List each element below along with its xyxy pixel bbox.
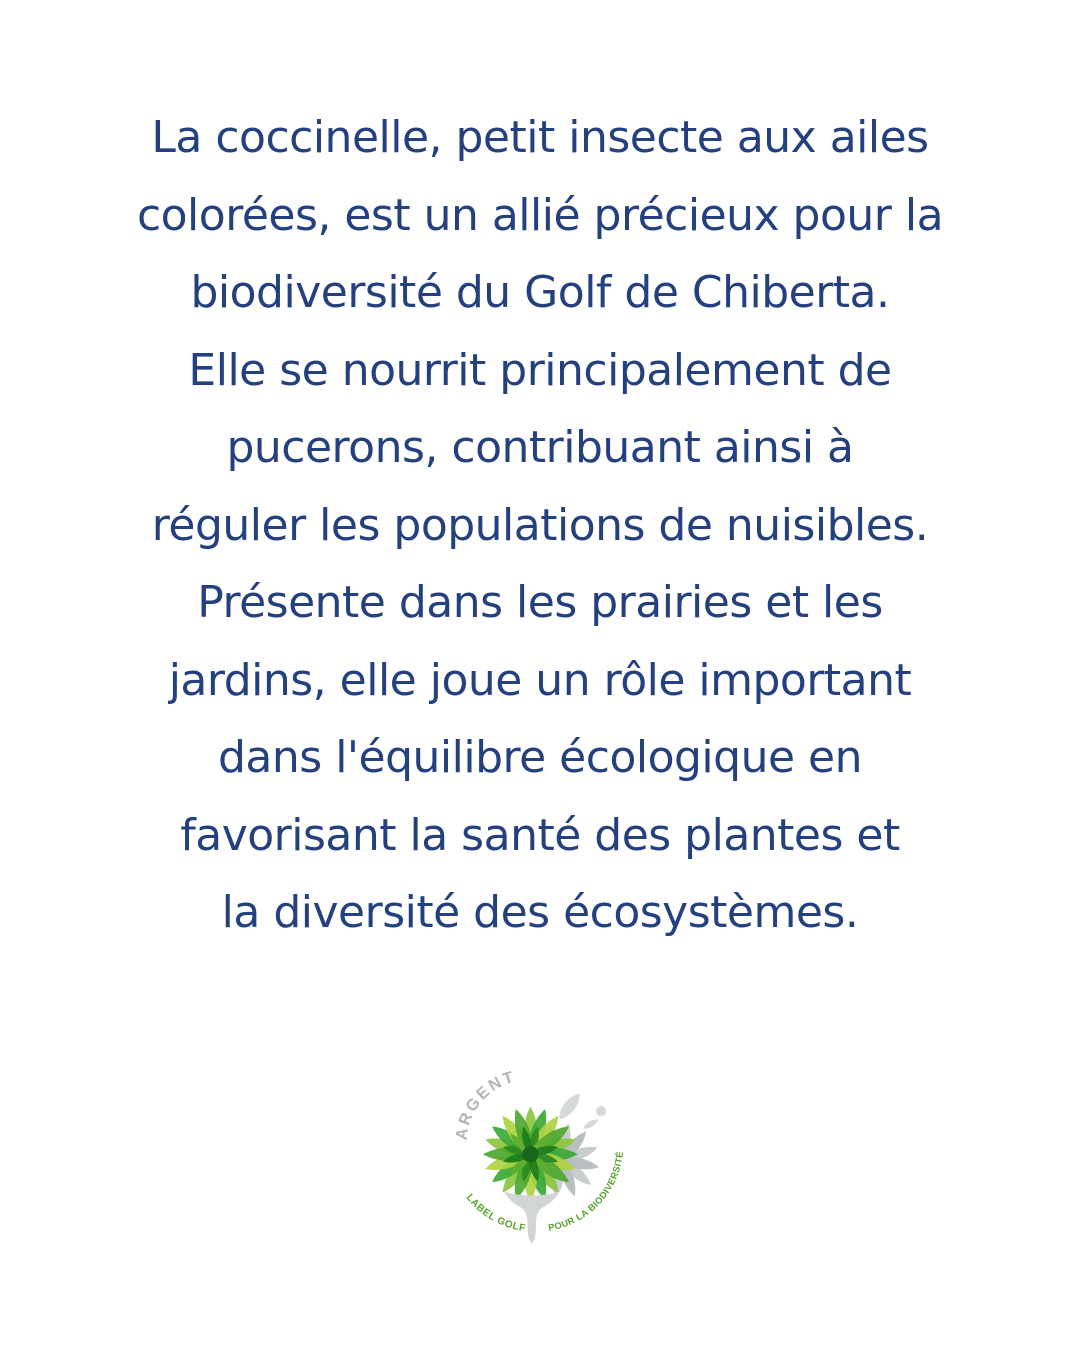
- text-line: colorées, est un allié précieux pour la: [136, 189, 944, 241]
- text-line: pucerons, contribuant ainsi à: [226, 422, 854, 473]
- text-line: la diversité des écosystèmes.: [221, 887, 859, 938]
- text-line: La coccinelle, petit insecte aux ailes: [151, 112, 929, 163]
- leaf-rosette-icon: [483, 1107, 578, 1202]
- text-line: dans l'équilibre écologique en: [218, 732, 862, 783]
- text-line: Présente dans les prairies et les: [197, 577, 883, 628]
- text-line: réguler les populations de nuisibles.: [151, 499, 929, 551]
- text-line: jardins, elle joue un rôle important: [168, 654, 912, 706]
- award-level-arc-text: ARGENT: [452, 1067, 518, 1142]
- label-golf-arc-text: LABEL GOLF: [463, 1192, 527, 1235]
- text-line: Elle se nourrit principalement de: [188, 344, 892, 396]
- pour-la-biodiversite-arc-text: POUR LA BIODIVERSITÉ: [547, 1150, 626, 1233]
- paragraph-block: [0, 99, 1080, 952]
- text-line: biodiversité du Golf de Chiberta.: [190, 267, 890, 318]
- gray-leaves-icon: [555, 1090, 606, 1131]
- golf-tee-icon: [504, 1192, 559, 1244]
- biodiversity-label-logo: [428, 1058, 678, 1308]
- text-line: favorisant la santé des plantes et: [180, 809, 900, 861]
